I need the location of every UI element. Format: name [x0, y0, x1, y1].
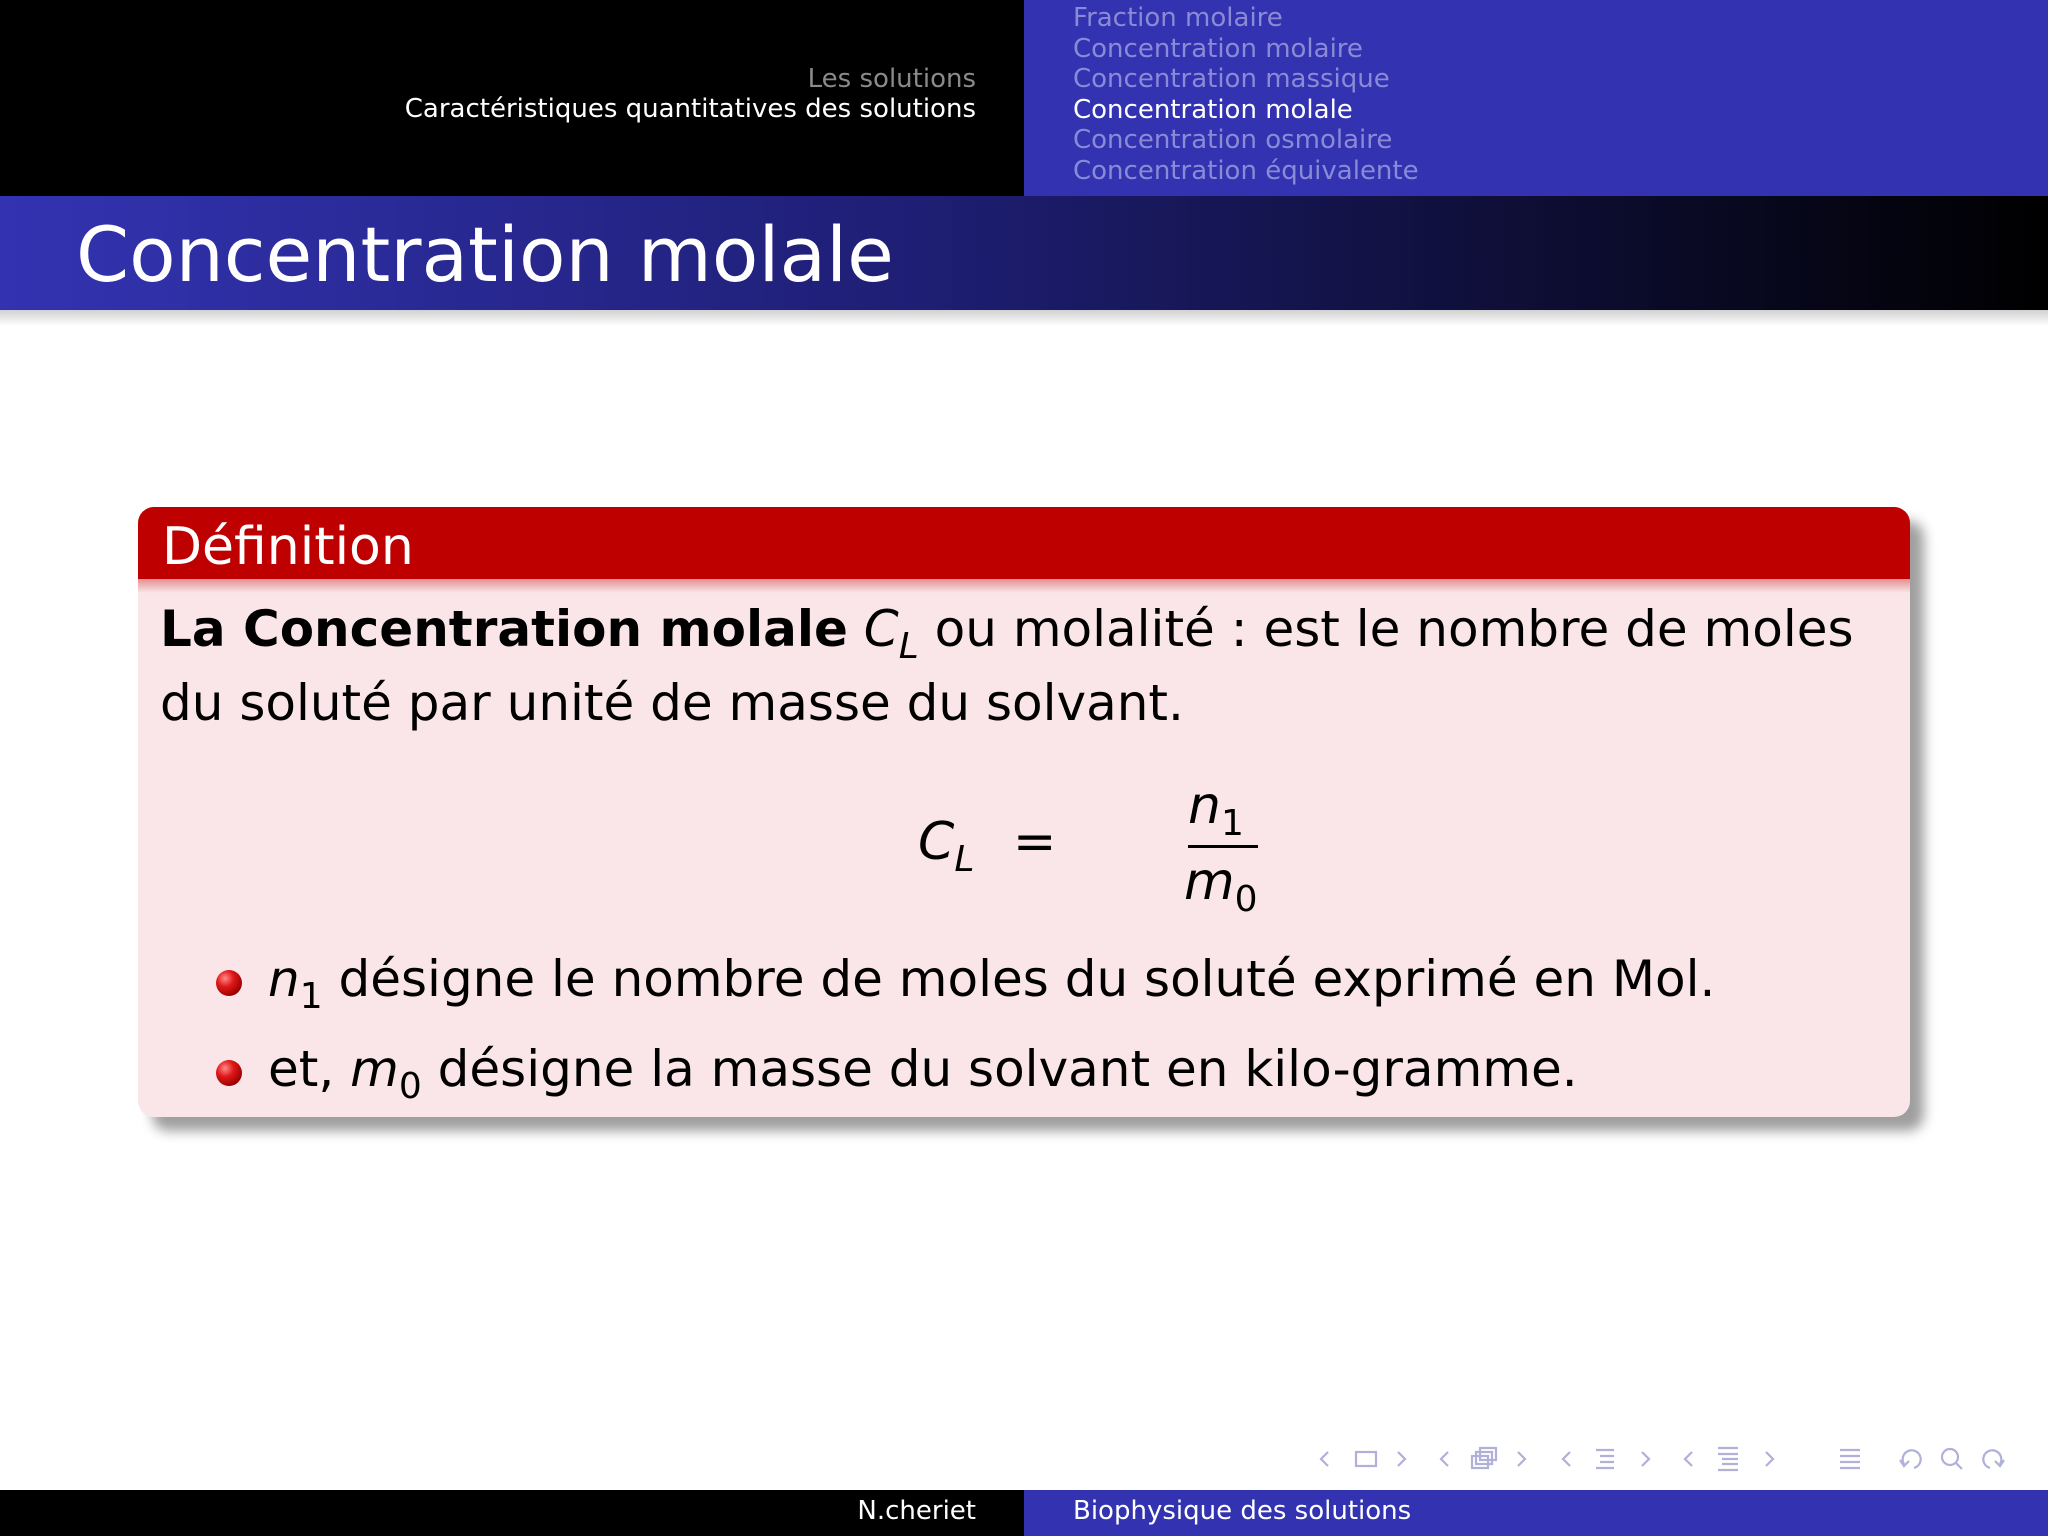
bullet-ball-icon: [216, 970, 242, 996]
definition-body-text: ou molalité : est le nombre de moles du soluté par unité de masse du solvant.: [160, 600, 1854, 732]
header-section-title[interactable]: Les solutions: [807, 64, 976, 94]
formula-lhs-subscript: L: [954, 839, 975, 880]
bullet-ball-icon: [216, 1060, 242, 1086]
nav-section-icon[interactable]: [1685, 1448, 1773, 1470]
formula-lhs-base: C: [918, 812, 955, 872]
bullet-var-subscript: 0: [398, 1066, 422, 1107]
symbol-cl-subscript: L: [898, 626, 919, 667]
definition-term: La Concentration molale: [160, 600, 848, 658]
formula-num-base: n: [1188, 776, 1221, 836]
formula-equals-sign: =: [1012, 812, 1057, 872]
subsection-toc: [1073, 3, 1419, 187]
formula-den-base: m: [1184, 852, 1235, 912]
bullet-item: [216, 937, 1715, 1027]
nav-search-icon[interactable]: [1900, 1449, 2004, 1469]
nav-subsection-icon[interactable]: [1563, 1450, 1649, 1468]
nav-frame-icon[interactable]: [1441, 1448, 1525, 1468]
symbol-cl-base: C: [863, 600, 899, 658]
header-subsection-title[interactable]: Caractéristiques quantitatives des solutions: [404, 94, 976, 124]
definition-text: [160, 595, 1900, 737]
formula-den-subscript: 0: [1234, 879, 1258, 920]
nav-slide-icon[interactable]: [1321, 1452, 1405, 1466]
formula-denominator: [1184, 852, 1258, 920]
nav-document-icon[interactable]: [1840, 1450, 1860, 1468]
toc-item-concentration-massique[interactable]: Concentration massique: [1073, 64, 1390, 95]
molality-formula: [918, 762, 1258, 920]
formula-lhs: [918, 812, 1057, 880]
definition-bullet-list: [216, 937, 1715, 1117]
definition-title: Définition: [162, 517, 414, 577]
toc-item-fraction-molaire[interactable]: Fraction molaire: [1073, 3, 1283, 33]
toc-item-concentration-molaire[interactable]: Concentration molaire: [1073, 33, 1363, 64]
formula-fraction-bar: [1188, 845, 1258, 848]
frame-title: Concentration molale: [76, 210, 894, 299]
toc-item-concentration-osmolaire[interactable]: Concentration osmolaire: [1073, 125, 1393, 156]
nav-symbols-svg: [1310, 1440, 2040, 1480]
bullet-text: désigne la masse du solvant en kilo-gramme.: [421, 1040, 1578, 1098]
toc-item-concentration-molale[interactable]: Concentration molale: [1073, 94, 1353, 125]
definition-block-header-shade: [138, 579, 1910, 593]
header-right-panel: [1024, 0, 2048, 196]
bullet-var-base: m: [350, 1040, 399, 1098]
symbol-cl: [863, 600, 919, 667]
header-left-panel: [0, 0, 1024, 196]
bullet-lead: et,: [268, 1040, 351, 1098]
footer-author[interactable]: N.cheriet: [857, 1496, 976, 1526]
frame-title-shadow: [0, 310, 2048, 326]
definition-block: [138, 507, 1910, 1117]
footer-right-panel: [1024, 1490, 2048, 1536]
bullet-var-subscript: 1: [299, 976, 323, 1017]
footer-left-panel: [0, 1490, 1024, 1536]
footer-presentation-title[interactable]: Biophysique des solutions: [1073, 1496, 1412, 1526]
bullet-text: désigne le nombre de moles du soluté exprimé en Mol.: [322, 950, 1716, 1008]
formula-num-subscript: 1: [1220, 803, 1244, 844]
beamer-navigation-bar: [1310, 1440, 2040, 1480]
toc-item-concentration-equivalente[interactable]: Concentration équivalente: [1073, 155, 1419, 186]
bullet-var-base: n: [268, 950, 300, 1008]
formula-numerator: [1188, 776, 1244, 844]
bullet-item: [216, 1027, 1715, 1117]
